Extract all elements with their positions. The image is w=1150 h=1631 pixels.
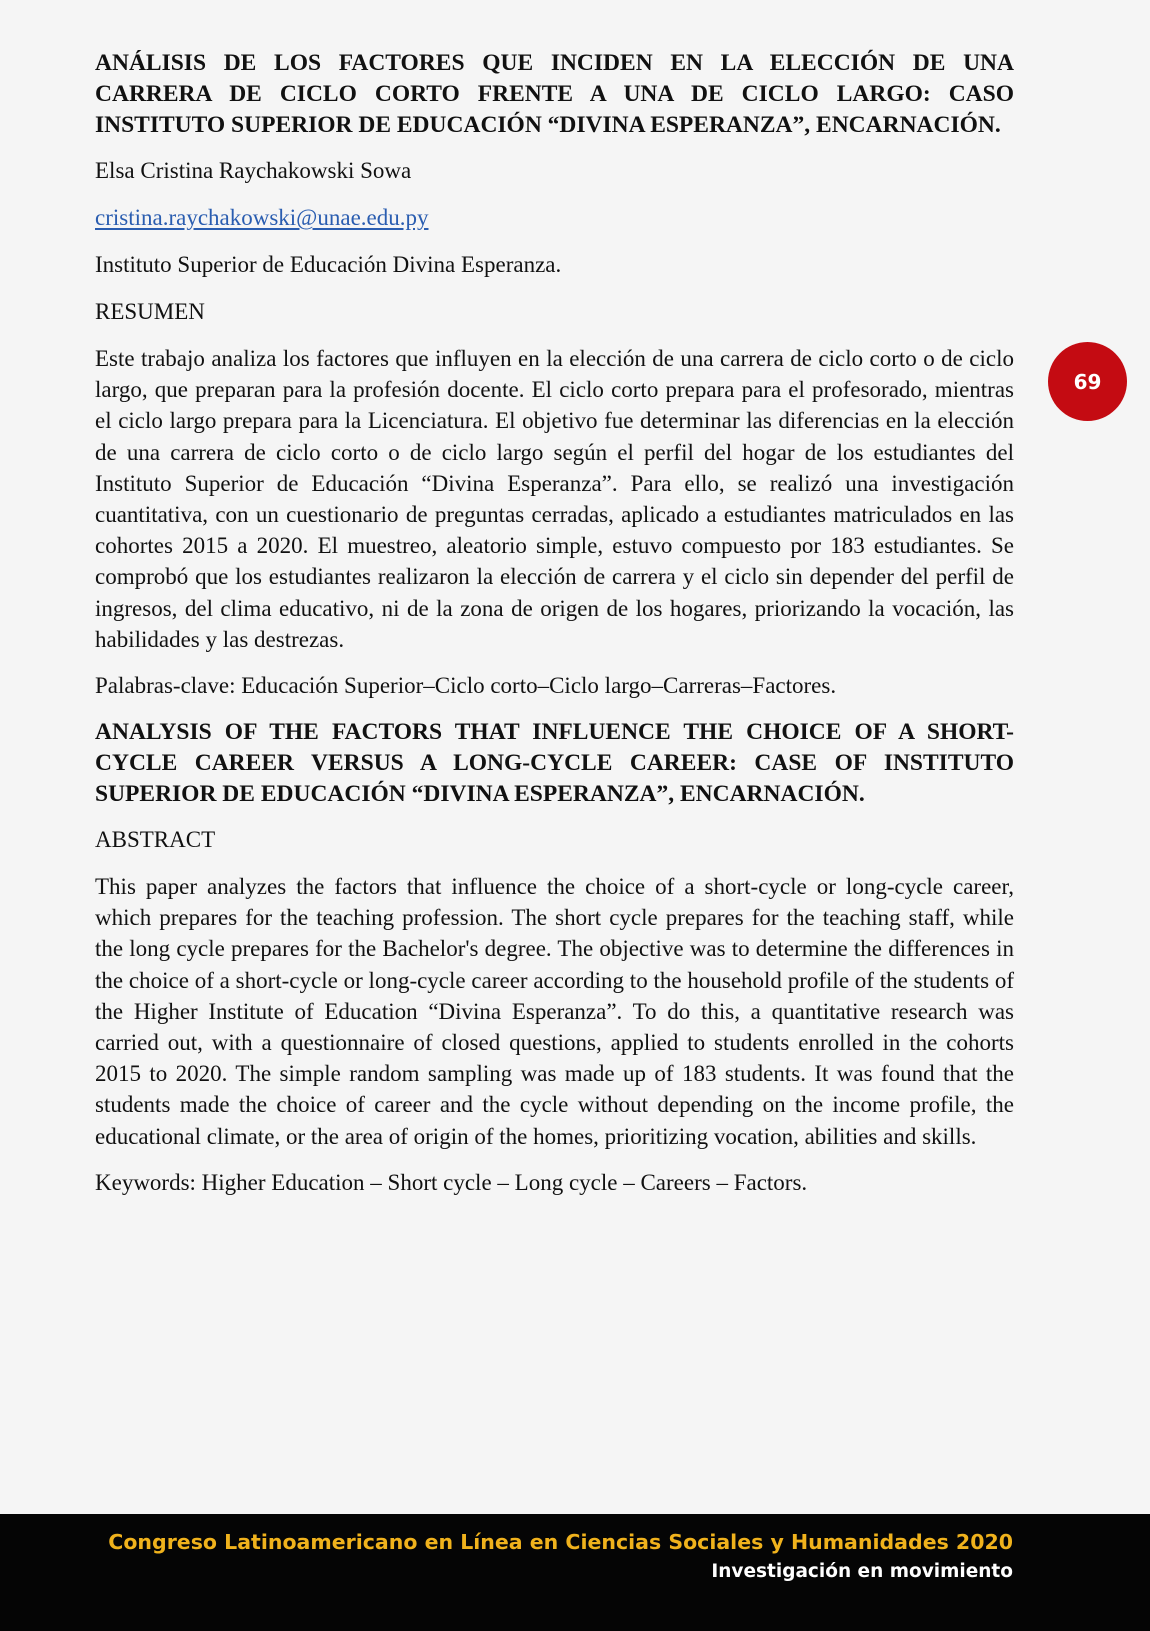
summary-paragraph: Este trabajo analiza los factores que influyen en la elección de una carrera de ciclo corto o de ciclo largo, que preparan para la profesión docente. El ciclo corto prepara para el profesorado, mientras el ciclo largo prepara para la Licenciatura. El objetivo fue determinar las diferencias en la elección de una carrera de ciclo corto o de ciclo largo según el perfil del hogar de los estudiantes del Instituto Superior de Educación “Divina Esperanza”. Para ello, se realizó una investigación cuantitativa, con un cuestionario de preguntas cerradas, aplicado a estudiantes matriculados en las cohortes 2015 a 2020. El muestreo, aleatorio simple, estuvo compuesto por 183 estudiantes. Se comprobó que los estudiantes realizaron la elección de carrera y el ciclo sin depender del perfil de ingresos, del clima educativo, ni de la zona de origen de los hogares, priorizando la vocación, las habilidades y las destrezas. (95, 346, 1014, 652)
abstract-heading: ABSTRACT (95, 827, 216, 853)
footer-subtitle: Investigación en movimiento (711, 1561, 1013, 1582)
english-title: ANALYSIS OF THE FACTORS THAT INFLUENCE THE CHOICE OF A SHORT-CYCLE CAREER VERSUS A LONG-CYCLE CAREER: CASE OF INSTITUTO SUPERIOR DE EDUCACIÓN “DIVINA ESPERANZA”, ENCARNACIÓN. (95, 719, 1014, 808)
author-email-link[interactable]: cristina.raychakowski@unae.edu.py (95, 205, 429, 230)
article-content (95, 48, 1014, 1214)
conference-footer (0, 1514, 1150, 1631)
page-number-badge: 69 (1048, 342, 1127, 421)
summary-heading: RESUMEN (95, 299, 205, 324)
spanish-keywords: Palabras-clave: Educación Superior–Ciclo corto–Ciclo largo–Carreras–Factores. (95, 673, 837, 699)
spanish-title: ANÁLISIS DE LOS FACTORES QUE INCIDEN EN LA ELECCIÓN DE UNA CARRERA DE CICLO CORTO FRENTE A UNA DE CICLO LARGO: CASO INSTITUTO SUPERIOR DE EDUCACIÓN “DIVINA ESPERANZA”, ENCARNACIÓN. (95, 50, 1014, 138)
abstract-paragraph: This paper analyzes the factors that influence the choice of a short-cycle or long-cycle career, which prepares for the teaching profession. The short cycle prepares for the teaching staff, while the long cycle prepares for the Bachelor's degree. The objective was to determine the differences in the choice of a short-cycle or long-cycle career according to the household profile of the students of the Higher Institute of Education “Divina Esperanza”. To do this, a quantitative research was carried out, with a questionnaire of closed questions, applied to students enrolled in the cohorts 2015 to 2020. The simple random sampling was made up of 183 students. It was found that the students made the choice of career and the cycle without depending on the income profile, the educational climate, or the area of origin of the homes, prioritizing vocation, abilities and skills. (95, 874, 1014, 1149)
author-name: Elsa Cristina Raychakowski Sowa (95, 158, 412, 183)
footer-conference-title: Congreso Latinoamericano en Línea en Ciencias Sociales y Humanidades 2020 (108, 1530, 1013, 1554)
author-email-line (95, 202, 1014, 233)
institution-name: Instituto Superior de Educación Divina Esperanza. (95, 252, 562, 277)
english-keywords: Keywords: Higher Education – Short cycle – Long cycle – Careers – Factors. (95, 1169, 808, 1195)
